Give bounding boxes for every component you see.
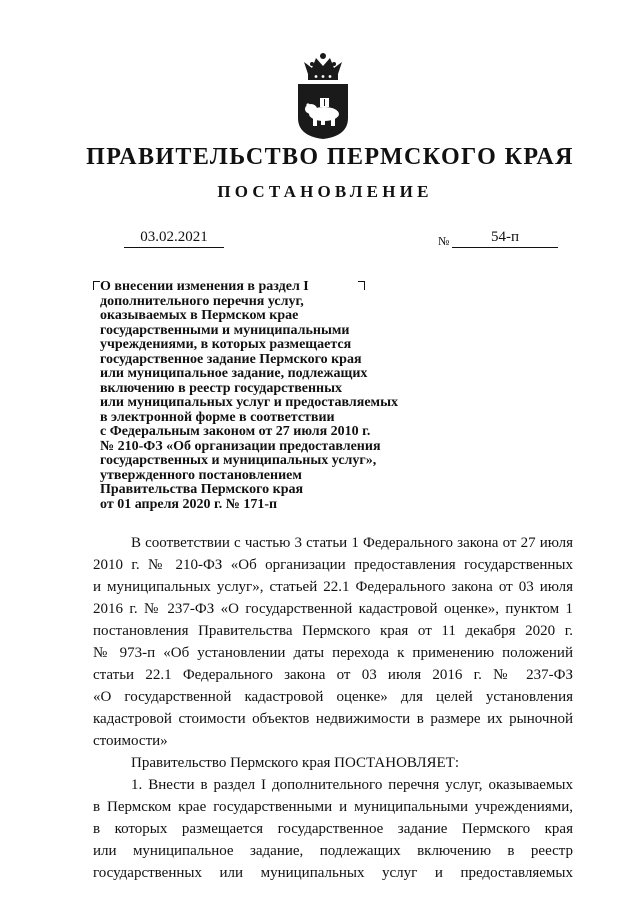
document-number: 54-п: [452, 228, 558, 248]
subject-corner-left: [93, 281, 100, 290]
subject-line: от 01 апреля 2020 г. № 171-п: [100, 496, 278, 512]
subject-line: № 210-ФЗ «Об организации предоставления: [100, 438, 381, 454]
subject-line: государственными и муниципальными: [100, 322, 350, 338]
subject-line: Правительства Пермского края: [100, 482, 304, 497]
document-type: ПОСТАНОВЛЕНИЕ: [217, 182, 433, 201]
preamble-line: и муниципальных услуг», статьей 22.1 Федерального закона от 03 июля: [93, 579, 573, 595]
preamble-line: статьи 22.1 Федерального закона от 03 июля 2016 г. № 237-ФЗ: [93, 667, 573, 683]
document-date: 03.02.2021: [124, 228, 224, 248]
item1-line: в Пермском крае государственными и муниципальными учреждениями,: [93, 799, 573, 815]
preamble-line: кадастровой стоимости объектов недвижимости в размере их рыночной: [93, 711, 573, 727]
subject-line: утвержденного постановлением: [100, 467, 302, 483]
subject-line: оказываемых в Пермском крае: [100, 308, 299, 323]
coat-of-arms-icon: [294, 52, 352, 140]
preamble-line: постановления Правительства Пермского края от 11 декабря 2020 г.: [93, 623, 573, 639]
resolution-statement: Правительство Пермского края ПОСТАНОВЛЯЕТ:: [131, 755, 460, 771]
subject-line: включению в реестр государственных: [100, 380, 343, 396]
preamble-line: 2016 г. № 237-ФЗ «О государственной кадастровой оценке», пунктом 1: [93, 601, 573, 617]
subject-line: О внесении изменения в раздел I: [100, 279, 309, 294]
preamble-line: 2010 г. № 210-ФЗ «Об организации предоставления государственных: [93, 557, 573, 573]
document-subject: [100, 280, 460, 512]
preamble-line: № 973-п «Об установлении даты перехода к применению положений: [93, 645, 573, 661]
crown-icon: [304, 53, 342, 80]
government-title: ПРАВИТЕЛЬСТВО ПЕРМСКОГО КРАЯ: [86, 144, 574, 170]
subject-line: учреждениями, в которых размещается: [100, 337, 352, 352]
subject-line: в электронной форме в соответствии: [100, 409, 335, 425]
item1-line: 1. Внести в раздел I дополнительного перечня услуг, оказываемых: [131, 777, 573, 793]
subject-line: дополнительного перечня услуг,: [100, 293, 304, 309]
number-sign: №: [438, 234, 450, 248]
subject-line: государственное задание Пермского края: [100, 351, 362, 367]
preamble-line: стоимости»: [93, 733, 168, 749]
subject-line: или муниципальных услуг и предоставляемых: [100, 395, 399, 410]
document-body: [93, 532, 573, 884]
preamble-line: В соответствии с частью 3 статьи 1 Федерального закона от 27 июля: [131, 535, 573, 551]
subject-line: с Федеральным законом от 27 июля 2010 г.: [100, 424, 371, 439]
preamble-line: «О государственной кадастровой оценке» для целей установления: [93, 689, 573, 705]
item1-line: или муниципальное задание, подлежащих включению в реестр: [93, 843, 573, 859]
item1-line: в которых размещается государственное задание Пермского края: [93, 821, 573, 837]
item1-line: государственных или муниципальных услуг и предоставляемых: [93, 865, 573, 881]
subject-line: государственных и муниципальных услуг»,: [100, 453, 377, 468]
subject-line: или муниципальное задание, подлежащих: [100, 366, 368, 381]
